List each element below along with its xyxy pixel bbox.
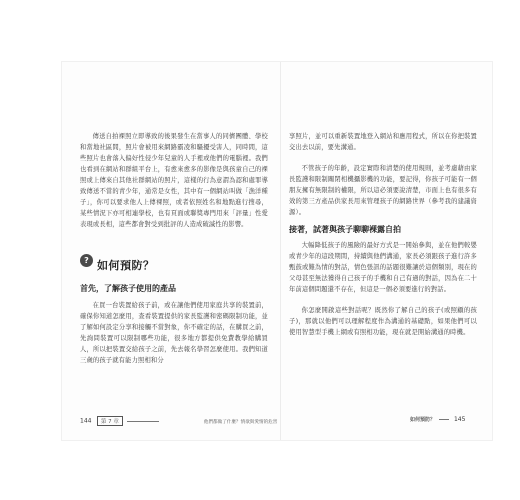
book-gutter	[280, 62, 281, 440]
right-paragraph-2: 不管孩子的年齡，設定實際和清楚的使用規則，並考慮藉由家長監護和限制關閉相機攝影機的功能，要記得，你孩子可能有一個朋友擁有無限制的權限，所以這必須要說清楚，市面上也有很多有效的第三方產品供家長用來管理孩子的網路世界（參考我的建議資源）。	[289, 165, 477, 216]
right-running-title: 如何預防？	[410, 417, 436, 423]
right-page-body	[289, 131, 477, 218]
left-page-body	[80, 131, 268, 230]
left-running-title: 他們都做了什麼？情欲與愛情的危害	[203, 419, 278, 425]
right-paragraph-1: 享照片，並可以重新裝置地登入網站和應用程式，所以在你把裝置交出去以前，要先溝通。	[289, 133, 477, 151]
footer-rule	[127, 421, 159, 422]
right-page-body-2	[289, 240, 477, 338]
left-footer	[80, 416, 277, 426]
left-paragraph-1: 傳送自拍裸照立即導致的後果發生在當事人的同儕團體、學校和當地社區間，照片會被用來網路霸凌和騷擾受害人，同時間，這些照片也會落入偏好性侵少年兒童的人手裡或他們的電腦裡。我們也看到在網站和群組平台上，有愈來愈多的影像是與孩童自己的裸照或上傳來自其他社群網站的照片，這樣的行為意謂為認和處罪導致傳送不當的青少年，通常是女性，其中有一個網站叫做「漁洋種子」，你可以要求他人上傳裸照，或者依照姓名和地點進行搜尋，某些情況下亦可相連學校，也有頁面或聯獎專門用來「評量」性愛表現或長相，這些都會對受到批評的人造成破滅性的影響。	[80, 133, 268, 228]
left-paragraph-2: 在買一台裝置給孩子前，或在讓他們使用家庭共享的裝置前，確保你知道怎麼用，查看裝置提供的家長監護和密碼限制功能，並了解如何設定分享和接觸不當對象，你不確定的話，在購買之前，先詢問裝置可以限制哪些功能，很多地方都提供免費教學給購買人，所以把裝置交給孩子之前，先去報名學習怎麼使用。我們知道三歲的孩子就有能力照相和分	[80, 302, 268, 364]
question-mark-icon: ?	[80, 254, 93, 267]
section-title: 如何預防？	[97, 259, 155, 272]
right-paragraph-3: 大幅降低孩子的風險的最好方式是一開始參與，並在他們較嬰或青少年的這段期間，持續與他們溝通，家長必須跟孩子進行許多甄鼓或難為情的對話，情色張訊的話題很難讓於這個類別，現在的父母甚至無法獲得自己孩子的手機和自己有過的對話，因為在二十年前這個問題還不存在，但這是一個必須要進行的對話。	[289, 242, 477, 293]
left-page-number: 144	[80, 417, 92, 425]
right-footer-rule	[439, 419, 449, 420]
right-footer	[410, 416, 465, 423]
left-subheading: 首先，了解孩子使用的產品	[80, 284, 176, 293]
chapter-label: 第 7 章	[97, 416, 123, 426]
right-subheading: 接著，試著與孩子聊聊裸露自拍	[289, 225, 401, 234]
right-page-number: 145	[453, 416, 466, 423]
right-paragraph-4: 你怎麼開啟這些對話呢？既然你了解自己的孩子(或照顧的孩子)，那就以他們可以理解程度作為溝通的基礎點，如果他們可以使用智慧型手機上網或有照相功能，現在就是開始溝通的時機。	[289, 307, 477, 336]
left-page-body-2	[80, 300, 268, 366]
